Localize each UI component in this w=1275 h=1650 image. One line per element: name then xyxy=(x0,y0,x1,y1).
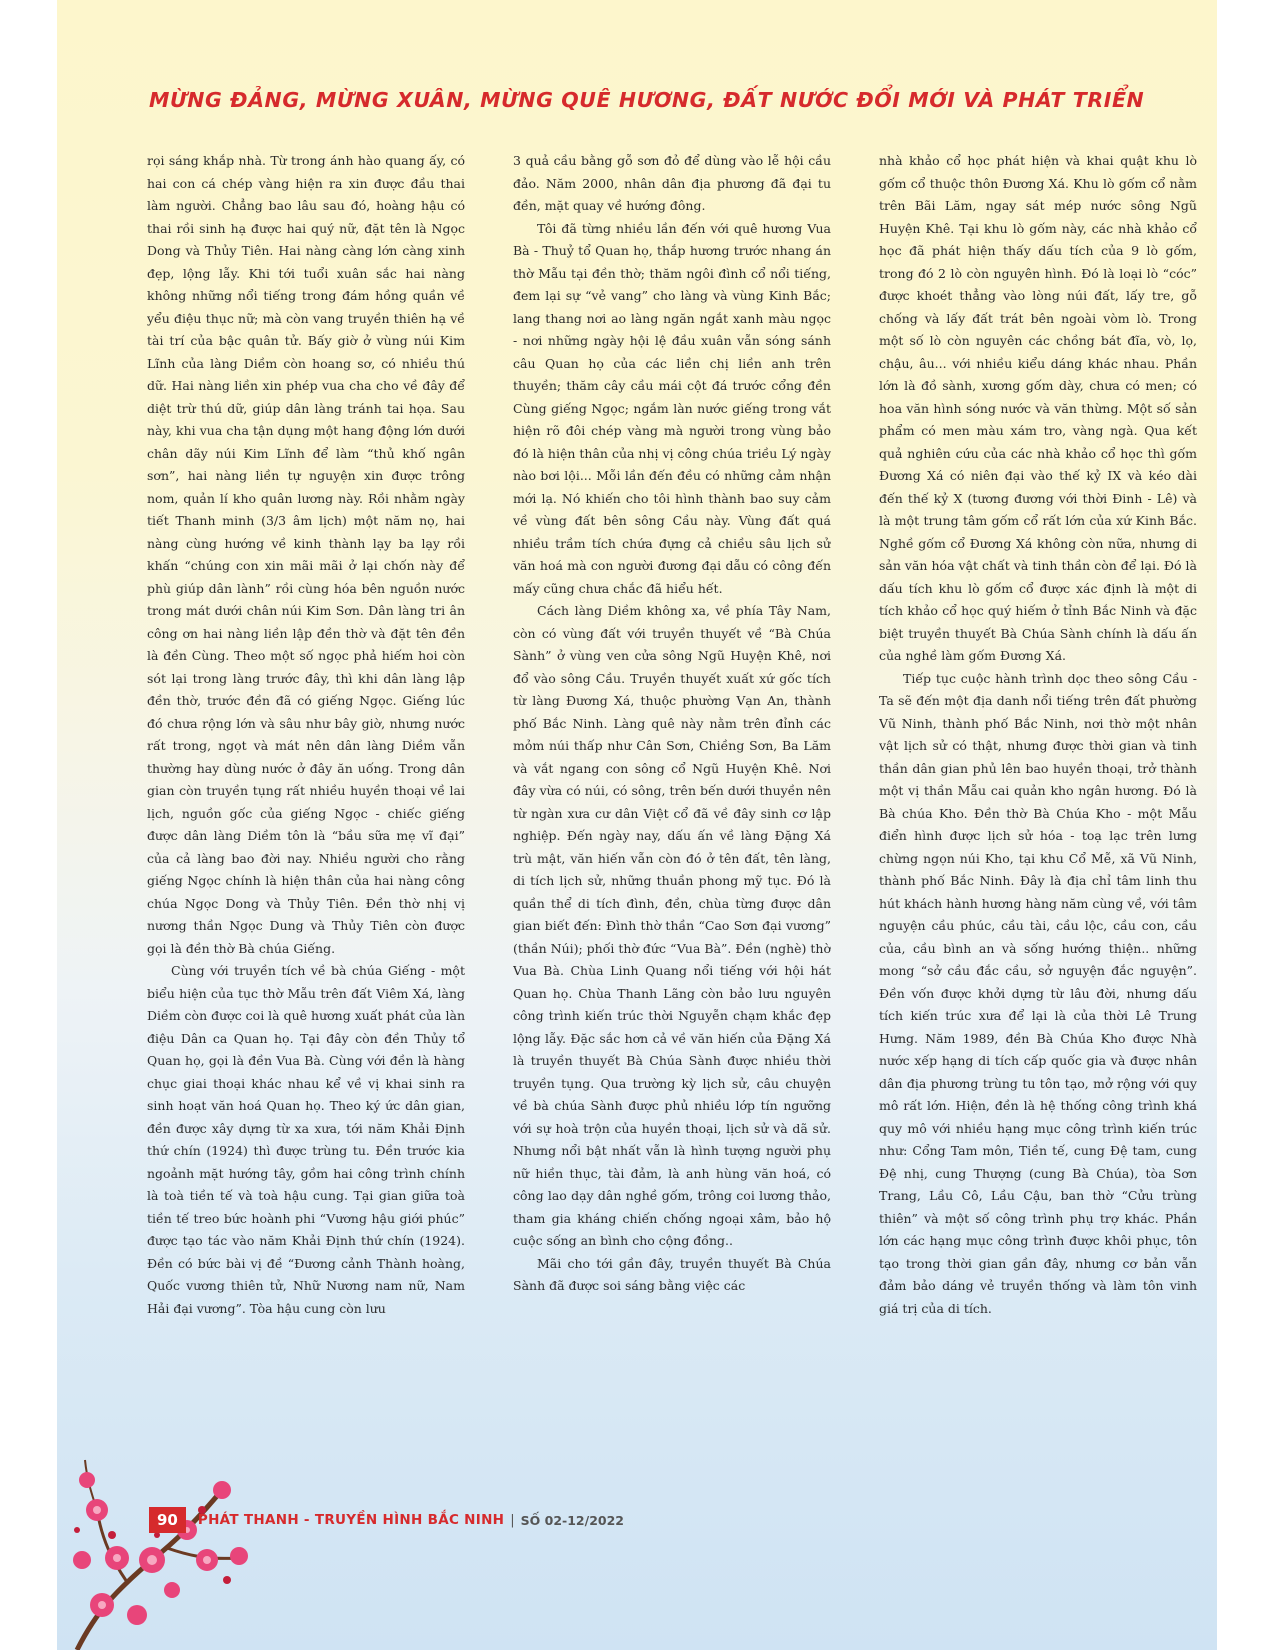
magazine-page xyxy=(57,0,1217,1650)
article-body xyxy=(147,150,1197,1500)
paragraph: rọi sáng khắp nhà. Từ trong ánh hào quang ấy, có hai con cá chép vàng hiện ra xin được đầu thai làm người. Chẳng bao lâu sau đó, hoàng hậu có thai rồi sinh hạ được hai quý nữ, đặt tên là Ngọc Dong và Thủy Tiên. Hai nàng càng lớn càng xinh đẹp, lộng lẫy. Khi tới tuổi xuân sắc hai nàng không những nổi tiếng trong đám hồng quần về yểu điệu thục nữ; mà còn vang truyền thiên hạ về tài trí của bậc quân tử. Bấy giờ ở vùng núi Kim Lĩnh của làng Diềm còn hoang sơ, có nhiều thú dữ. Hai nàng liền xin phép vua cha cho về đây để diệt trừ thú dữ, giúp dân làng tránh tai họa. Sau này, khi vua cha tận dụng một hang động lớn dưới chân dãy núi Kim Lĩnh để làm “thủ khố ngân sơn”, hai nàng liền tự nguyện xin được trông nom, quản lí kho quân lương này. Rồi nhằm ngày tiết Thanh minh (3/3 âm lịch) một năm nọ, hai nàng cùng hướng về kinh thành lạy ba lạy rồi khấn “chúng con xin mãi mãi ở lại chốn này để phù giúp dân lành” rồi cùng hóa bên nguồn nước trong mát dưới chân núi Kim Sơn. Dân làng tri ân công ơn hai nàng liền lập đền thờ và đặt tên đền là đền Cùng. Theo một số ngọc phả hiếm hoi còn sót lại trong làng trước đây, thì khi dân làng lập đền thờ, trước đền đã có giếng Ngọc. Giếng lúc đó chưa rộng lớn và sâu như bây giờ, nhưng nước rất trong, ngọt và mát nên dân làng Diềm vẫn thường hay dùng nước ở đây ăn uống. Trong dân gian còn truyền tụng rất nhiều huyền thoại về lai lịch, nguồn gốc của giếng Ngọc - chiếc giếng được dân làng Diềm tôn là “bầu sữa mẹ vĩ đại” của cả làng bao đời nay. Nhiều người cho rằng giếng Ngọc chính là hiện thân của hai nàng công chúa Ngọc Dong và Thủy Tiên. Đền thờ nhị vị nương thần Ngọc Dung và Thủy Tiên còn được gọi là đền thờ Bà chúa Giếng. xyxy=(147,153,465,956)
paragraph: 3 quả cầu bằng gỗ sơn đỏ để dùng vào lễ hội cầu đảo. Năm 2000, nhân dân địa phương đã đại tu đền, mặt quay về hướng đông. xyxy=(513,153,831,213)
publication-name: PHÁT THANH - TRUYỀN HÌNH BẮC NINH xyxy=(197,1512,505,1528)
footer-separator: | xyxy=(510,1512,515,1528)
issue-number: SỐ 02-12/2022 xyxy=(520,1512,624,1528)
column-2 xyxy=(513,150,831,1500)
peach-blossom-branch-icon xyxy=(57,1440,267,1650)
paragraph: Cách làng Diềm không xa, về phía Tây Nam, còn có vùng đất với truyền thuyết về “Bà Chúa Sành” ở vùng ven cửa sông Ngũ Huyện Khê, nơi đổ vào sông Cầu. Truyền thuyết xuất xứ gốc tích từ làng Đương Xá, thuộc phường Vạn An, thành phố Bắc Ninh. Làng quê này nằm trên đỉnh các mỏm núi thấp như Cân Sơn, Chiềng Sơn, Ba Lăm và vắt ngang con sông cổ Ngũ Huyện Khê. Nơi đây vừa có núi, có sông, trên bến dưới thuyền nên từ ngàn xưa cư dân Việt cổ đã về đây sinh cơ lập nghiệp. Đến ngày nay, dấu ấn về làng Đặng Xá trù mật, văn hiến vẫn còn đó ở tên đất, tên làng, di tích lịch sử, những thuần phong mỹ tục. Đó là quần thể di tích đình, đền, chùa từng được dân gian biết đến: Đình thờ thần “Cao Sơn đại vương” (thần Núi); phối thờ đức “Vua Bà”. Đền (nghè) thờ Vua Bà. Chùa Linh Quang nổi tiếng với hội hát Quan họ. Chùa Thanh Lãng còn bảo lưu nguyên công trình kiến trúc thời Nguyễn chạm khắc đẹp lộng lẫy. Đặc sắc hơn cả về văn hiến của Đặng Xá là truyền thuyết Bà Chúa Sành được nhiều thời truyền tụng. Qua trường kỳ lịch sử, câu chuyện về bà chúa Sành được phủ nhiều lớp tín ngưỡng với sự hoà trộn của huyền thoại, lịch sử và dã sử. Nhưng nổi bật nhất vẫn là hình tượng người phụ nữ hiền thục, tài đảm, là anh hùng văn hoá, có công lao dạy dân nghề gốm, trông coi lương thảo, tham gia kháng chiến chống ngoại xâm, bảo hộ cuộc sống an bình cho cộng đồng.. xyxy=(513,603,831,1248)
paragraph: Mãi cho tới gần đây, truyền thuyết Bà Chúa Sành đã được soi sáng bằng việc các xyxy=(513,1255,831,1293)
paragraph: nhà khảo cổ học phát hiện và khai quật khu lò gốm cổ thuộc thôn Đương Xá. Khu lò gốm cổ nằm trên Bãi Lăm, ngay sát mép nước sông Ngũ Huyện Khê. Tại khu lò gốm này, các nhà khảo cổ học đã phát hiện thấy dấu tích của 9 lò gốm, trong đó 2 lò còn nguyên hình. Đó là loại lò “cóc” được khoét thẳng vào lòng núi đất, lấy tre, gỗ chống và lấy đất trát bên ngoài vòm lò. Trong một số lò còn nguyên các chồng bát đĩa, vò, lọ, chậu, âu... với nhiều kiểu dáng khác nhau. Phần lớn là đồ sành, xương gốm dày, chưa có men; có hoa văn hình sóng nước và văn thừng. Một số sản phẩm có men màu xám tro, vàng ngà. Qua kết quả nghiên cứu của các nhà khảo cổ học thì gốm Đương Xá có niên đại vào thế kỷ IX và kéo dài đến thế kỷ X (tương đương với thời Đinh - Lê) và là một trung tâm gốm cổ rất lớn của xứ Kinh Bắc. Nghề gốm cổ Đương Xá không còn nữa, nhưng di sản văn hóa vật chất và tinh thần còn để lại. Đó là dấu tích khu lò gốm cổ được xác định là một di tích khảo cổ học quý hiếm ở tỉnh Bắc Ninh và đặc biệt truyền thuyết Bà Chúa Sành chính là dấu ấn của nghề làm gốm Đương Xá. xyxy=(879,153,1197,663)
page-number: 90 xyxy=(149,1507,186,1533)
column-1 xyxy=(147,150,465,1500)
page-header-title: MỪNG ĐẢNG, MỪNG XUÂN, MỪNG QUÊ HƯƠNG, ĐẤT NƯỚC ĐỔI MỚI VÀ PHÁT TRIỂN xyxy=(149,88,1145,112)
paragraph: Tôi đã từng nhiều lần đến với quê hương Vua Bà - Thuỷ tổ Quan họ, thắp hương trước nhang án thờ Mẫu tại đền thờ; thăm ngôi đình cổ nổi tiếng, đem lại sự “vẻ vang” cho làng và vùng Kinh Bắc; lang thang nơi ao làng ngăn ngắt xanh màu ngọc - nơi những ngày hội lệ đầu xuân vẫn sóng sánh câu Quan họ của các liền chị liền anh trên thuyền; thăm cây cầu mái cột đá trước cổng đền Cùng giếng Ngọc; ngắm làn nước giếng trong vắt hiện rõ đôi chép vàng mà người trong vùng bảo đó là hiện thân của nhị vị công chúa triều Lý ngày nào bơi lội... Mỗi lần đến đều có những cảm nhận mới lạ. Nó khiến cho tôi hình thành bao suy cảm về vùng đất bên sông Cầu này. Vùng đất quá nhiều trầm tích chứa đựng cả chiều sâu lịch sử văn hoá mà con người đương đại dẫu có công đến mấy cũng chưa chắc đã hiểu hết. xyxy=(513,220,831,596)
page-footer xyxy=(149,1505,624,1535)
paragraph: Cùng với truyền tích về bà chúa Giếng - một biểu hiện của tục thờ Mẫu trên đất Viêm Xá, làng Diềm còn được coi là quê hương xuất phát của làn điệu Dân ca Quan họ. Tại đây còn đền Thủy tổ Quan họ, gọi là đền Vua Bà. Cùng với đền là hàng chục giai thoại khác nhau kể về vị khai sinh ra sinh hoạt văn hoá Quan họ. Theo ký ức dân gian, đền được xây dựng từ xa xưa, tới năm Khải Định thứ chín (1924) thì được trùng tu. Đền trước kia ngoảnh mặt hướng tây, gồm hai công trình chính là toà tiền tế và toà hậu cung. Tại gian giữa toà tiền tế treo bức hoành phi “Vương hậu giới phúc” được tạo tác vào năm Khải Định thứ chín (1924). Đền có bức bài vị đề “Đương cảnh Thành hoàng, Quốc vương thiên tử, Nhữ Nương nam nữ, Nam Hải đại vương”. Tòa hậu cung còn lưu xyxy=(147,963,465,1316)
paragraph: Tiếp tục cuộc hành trình dọc theo sông Cầu - Ta sẽ đến một địa danh nổi tiếng trên đất phường Vũ Ninh, thành phố Bắc Ninh, nơi thờ một nhân vật lịch sử có thật, nhưng được thời gian và tinh thần dân gian phủ lên bao huyền thoại, trở thành một vị thần Mẫu cai quản kho ngân hương. Đó là Bà chúa Kho. Đền thờ Bà Chúa Kho - một Mẫu điển hình được lịch sử hóa - toạ lạc trên lưng chừng ngọn núi Kho, tại khu Cổ Mễ, xã Vũ Ninh, thành phố Bắc Ninh. Đây là địa chỉ tâm linh thu hút khách hành hương hàng năm cùng về, với tâm nguyện cầu phúc, cầu tài, cầu lộc, cầu con, cầu của, cầu bình an và sống hướng thiện.. những mong “sở cầu đắc cầu, sở nguyện đắc nguyện”. Đền vốn được khởi dựng từ lâu đời, nhưng dấu tích kiến trúc xưa để lại là của thời Lê Trung Hưng. Năm 1989, đền Bà Chúa Kho được Nhà nước xếp hạng di tích cấp quốc gia và được nhân dân địa phương trùng tu tôn tạo, mở rộng với quy mô rất lớn. Hiện, đền là hệ thống công trình khá quy mô với nhiều hạng mục công trình kiến trúc như: Cổng Tam môn, Tiền tế, cung Đệ tam, cung Đệ nhị, cung Thượng (cung Bà Chúa), tòa Sơn Trang, Lầu Cô, Lầu Cậu, ban thờ “Cửu trùng thiên” và một số công trình phụ trợ khác. Phần lớn các hạng mục công trình được khôi phục, tôn tạo trong thời gian gần đây, nhưng cơ bản vẫn đảm bảo dáng vẻ truyền thống và làm tôn vinh giá trị của di tích. xyxy=(879,670,1197,1316)
column-3 xyxy=(879,150,1197,1500)
